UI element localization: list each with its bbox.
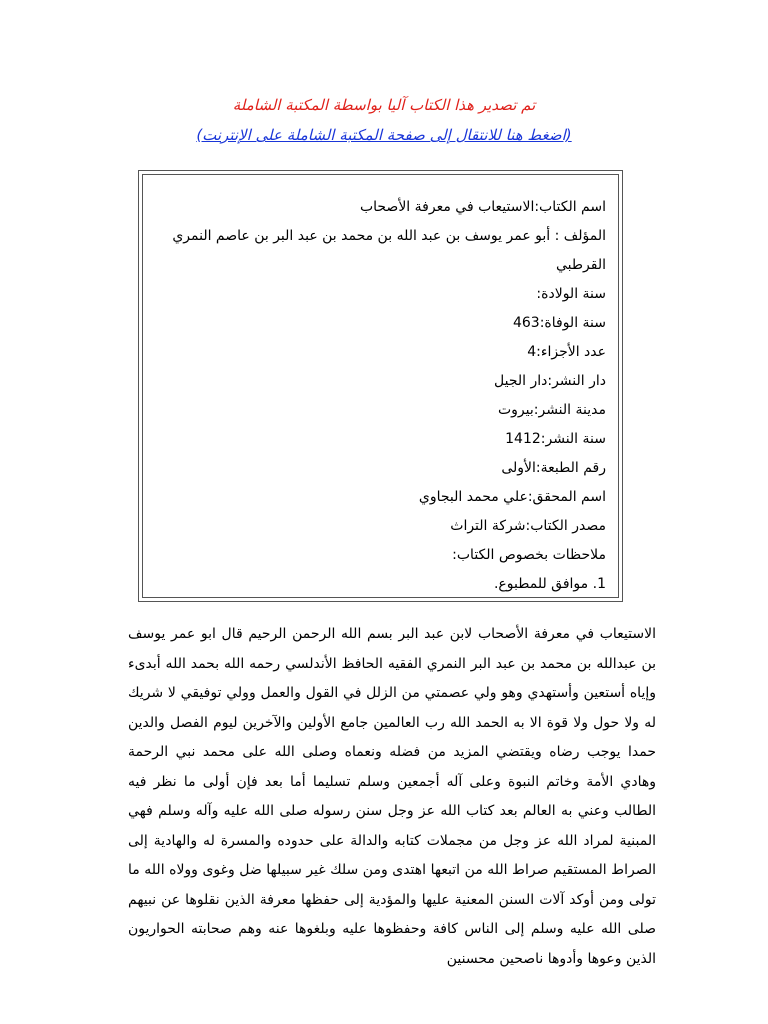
editor-name: اسم المحقق:علي محمد البجاوي bbox=[418, 489, 606, 505]
book-info-box bbox=[138, 170, 623, 602]
shamela-website-link[interactable]: (اضغط هنا للانتقال إلى صفحة المكتبة الشاملة على الإنترنت) bbox=[196, 126, 572, 144]
publisher: دار النشر:دار الجيل bbox=[494, 373, 606, 389]
volume-count: عدد الأجزاء:4 bbox=[527, 344, 606, 360]
book-source: مصدر الكتاب:شركة التراث bbox=[450, 518, 606, 534]
death-year: سنة الوفاة:463 bbox=[512, 315, 606, 331]
publish-city: مدينة النشر:بيروت bbox=[497, 402, 606, 418]
book-body-text: الاستيعاب في معرفة الأصحاب لابن عبد البر بسم الله الرحمن الرحيم قال ابو عمر يوسف بن عبدالله بن محمد بن عبد البر النمري الفقيه الحافظ الأندلسي رحمه الله بحمد الله أبدىء وإياه أستعين وأستهدي وهو ولي عصمتي من الزلل في القول والعمل وولي توفيقي لا شريك له ولا حول ولا قوة الا به الحمد الله رب العالمين جامع الأولين والآخرين ليوم الفصل والدين حمدا يوجب رضاه ويقتضي المزيد من فضله ونعماه وصلى الله على محمد نبي الرحمة وهادي الأمة وخاتم النبوة وعلى آله أجمعين وسلم تسليما أما بعد فإن أولى ما نظر فيه الطالب وعني به العالم بعد كتاب الله عز وجل سنن رسوله صلى الله عليه وآله وسلم فهي المبنية لمراد الله عز وجل من مجملات كتابه والدالة على حدوده والمسرة له والهادية إلى الصراط المستقيم صراط الله من اتبعها اهتدى ومن سلك غير سبيلها ضل وغوى وولاه الله ما تولى ومن أوكد آلات السنن المعنية عليها والمؤدية إلى حفظها معرفة الذين نقلوها عن نبيهم صلى الله عليه وسلم إلى الناس كافة وحفظوها عليه وبلغوها عنه وهم صحابته الحواريون الذين وعوها وأدوها ناصحين محسنين bbox=[128, 626, 656, 967]
publish-year: سنة النشر:1412 bbox=[505, 431, 606, 447]
birth-year: سنة الولادة: bbox=[536, 286, 606, 302]
edition-number: رقم الطبعة:الأولى bbox=[501, 460, 606, 476]
export-notice: تم تصدير هذا الكتاب آليا بواسطة المكتبة الشاملة bbox=[232, 96, 536, 114]
note-item: 1. موافق للمطبوع. bbox=[493, 576, 606, 592]
book-author: المؤلف : أبو عمر يوسف بن عبد الله بن محمد بن عبد البر بن عاصم النمري القرطبي bbox=[172, 228, 606, 273]
book-info-inner bbox=[142, 174, 619, 598]
notes-label: ملاحظات بخصوص الكتاب: bbox=[452, 547, 606, 563]
book-name: اسم الكتاب:الاستيعاب في معرفة الأصحاب bbox=[359, 199, 606, 215]
